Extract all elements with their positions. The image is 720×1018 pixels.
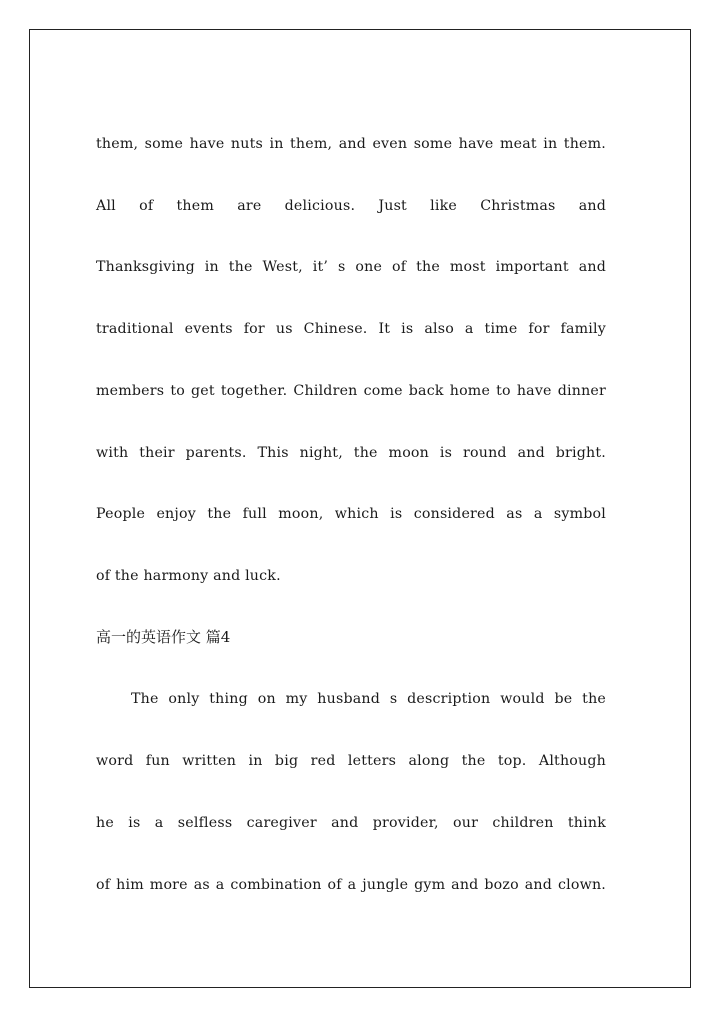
text-line: All of them are delicious. Just like Christmas and [96, 198, 606, 214]
text-line-last: of the harmony and luck. [96, 568, 281, 584]
text-line: word fun written in big red letters along the top. Although [96, 753, 606, 769]
text-line: members to get together. Children come back home to have dinner [96, 383, 606, 399]
text-line: them, some have nuts in them, and even some have meat in them. [96, 136, 606, 152]
text-line: traditional events for us Chinese. It is also a time for family [96, 321, 606, 337]
section-heading: 高一的英语作文 篇4 [96, 628, 231, 646]
text-line: with their parents. This night, the moon is round and bright. [96, 445, 606, 461]
text-line: People enjoy the full moon, which is considered as a symbol [96, 506, 606, 522]
text-line: Thanksgiving in the West, it’ s one of the most important and [96, 259, 606, 275]
text-line: of him more as a combination of a jungle gym and bozo and clown. [96, 877, 606, 893]
text-line-indented: The only thing on my husband s description would be the [131, 691, 606, 707]
text-line: he is a selfless caregiver and provider, our children think [96, 815, 606, 831]
